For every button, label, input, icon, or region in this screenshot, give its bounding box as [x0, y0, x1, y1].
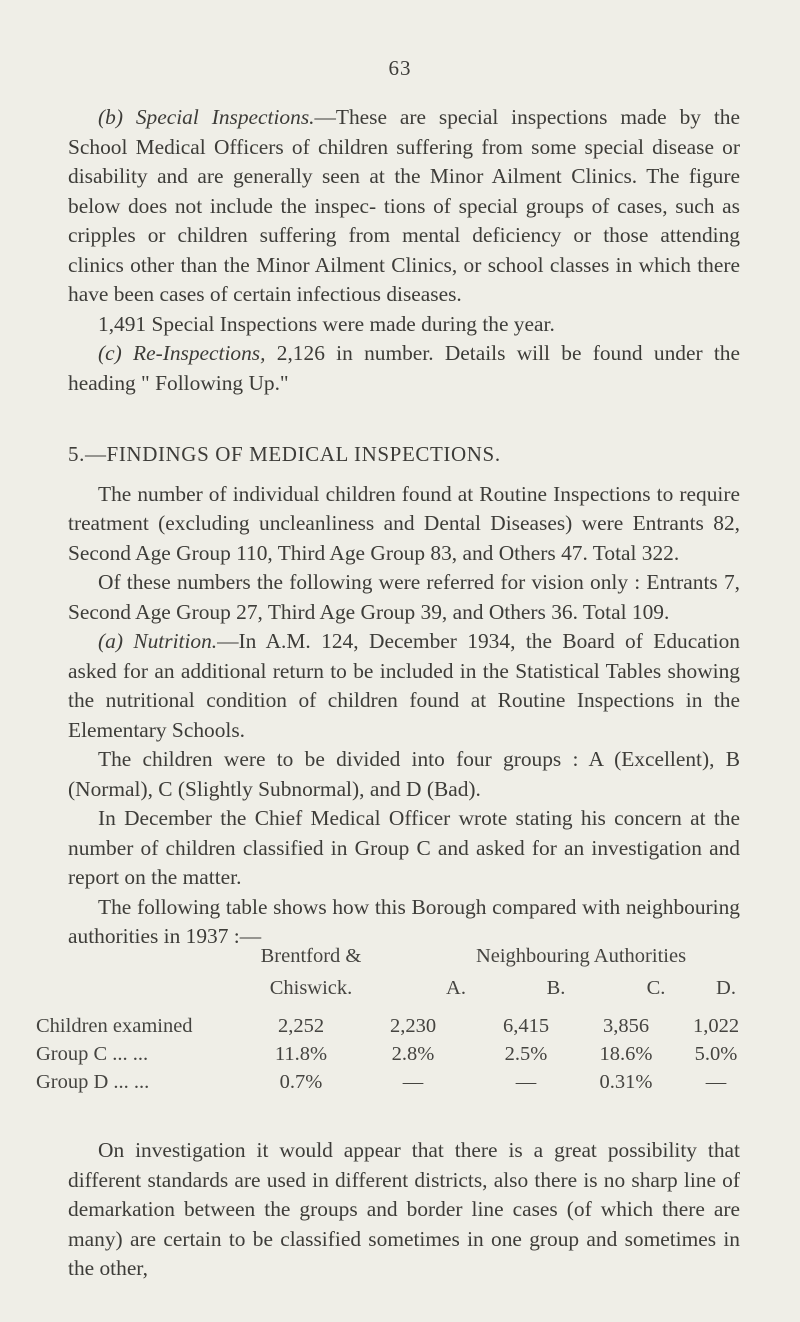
cell-b: — — [515, 1071, 537, 1093]
header-col-b: B. — [546, 977, 566, 999]
special-inspections-text: —These are special inspections made by the School Medical Officers of children suffering from some special disease or disability and are generally seen at the Minor Ailment Clinics. The figure below does not include the inspec- tions of special groups of cases, such as cripples or children suffering from mental deficiency or those attending clinics other than the Minor Ailment Clinics, or school classes in which there have been cases of certain infectious diseases. — [68, 105, 740, 306]
table-row — [36, 1043, 746, 1071]
cell-d: 5.0% — [694, 1043, 738, 1065]
nutrition-title: (a) Nutrition. — [98, 629, 218, 653]
findings-paragraph-treatment: The number of individual children found at Routine Inspections to require treatment (excluding uncleanliness and Dental Diseases) were Entrants 82, Second Age Group 110, Third Age Group 83, and Others 47. Total 322. — [68, 481, 740, 565]
cell-c: 18.6% — [599, 1043, 653, 1065]
nutrition-concern-paragraph: In December the Chief Medical Officer wrote stating his concern at the number of children classified in Group C and asked for an investigation and report on the matter. — [68, 806, 740, 889]
special-inspections-title: (b) Special Inspections. — [98, 105, 315, 129]
cell-a: 2,230 — [389, 1015, 437, 1037]
cell-brentford: 2,252 — [277, 1015, 325, 1037]
cell-brentford: 0.7% — [279, 1071, 323, 1093]
row-label: Children examined — [36, 1015, 193, 1037]
row-label: Group D ... ... — [36, 1071, 150, 1093]
header-neighbouring-authorities: Neighbouring Authorities — [475, 945, 687, 967]
table-row — [36, 1015, 746, 1043]
cell-c: 0.31% — [599, 1071, 653, 1093]
cell-d: 1,022 — [692, 1015, 740, 1037]
cell-b: 6,415 — [502, 1015, 550, 1037]
re-inspections-paragraph — [68, 339, 740, 398]
cell-a: — — [402, 1071, 424, 1093]
table-intro-paragraph: The following table shows how this Borough compared with neighbouring authorities in 1937 :— — [68, 894, 740, 948]
table-header-row-1 — [36, 945, 746, 973]
nutrition-paragraph — [68, 627, 740, 745]
nutrition-text: —In A.M. 124, December 1934, the Board of Education asked for an additional return to be included in the Statistical Tables showing the nutritional condition of children found at Routine Inspections in the Elementary Schools. — [68, 629, 740, 742]
re-inspections-text: 2,126 in number. Details will be found under the heading " Following Up." — [68, 341, 740, 395]
heading-spacer — [68, 470, 740, 480]
cell-c: 3,856 — [602, 1015, 650, 1037]
re-inspections-title: (c) Re-Inspections, — [98, 341, 266, 365]
special-inspections-section — [68, 103, 740, 398]
header-brentford-line1: Brentford & — [260, 945, 362, 967]
findings-paragraph-vision: Of these numbers the following were referred for vision only : Entrants 7, Second Age Group 27, Third Age Group 39, and Others 36. Total 109. — [68, 570, 740, 624]
row-label: Group C ... ... — [36, 1043, 149, 1065]
conclusion-paragraph: On investigation it would appear that there is a great possibility that different standards are used in different districts, also there is no sharp line of demarkation between the groups and border line cases (of which there are many) are certain to be classified sometimes in one group and sometimes in the other, — [68, 1138, 740, 1280]
header-brentford-line2: Chiswick. — [269, 977, 353, 999]
table-header-row-2 — [36, 977, 746, 1005]
findings-heading: 5.—FINDINGS OF MEDICAL INSPECTIONS. — [68, 442, 501, 466]
special-inspections-paragraph — [68, 103, 740, 310]
cell-d: — — [705, 1071, 727, 1093]
cell-b: 2.5% — [504, 1043, 548, 1065]
cell-a: 2.8% — [391, 1043, 435, 1065]
table-row — [36, 1071, 746, 1099]
conclusion-section — [68, 1136, 740, 1284]
nutrition-groups-paragraph: The children were to be divided into four groups : A (Excellent), B (Normal), C (Slightly Subnormal), and D (Bad). — [68, 747, 740, 801]
cell-brentford: 11.8% — [274, 1043, 328, 1065]
header-col-a: A. — [446, 977, 466, 999]
findings-section — [68, 440, 740, 952]
header-col-d: D. — [716, 977, 736, 999]
special-inspections-count: 1,491 Special Inspections were made during the year. — [98, 311, 555, 336]
page-number: 63 — [388, 56, 412, 80]
header-col-c: C. — [646, 977, 666, 999]
